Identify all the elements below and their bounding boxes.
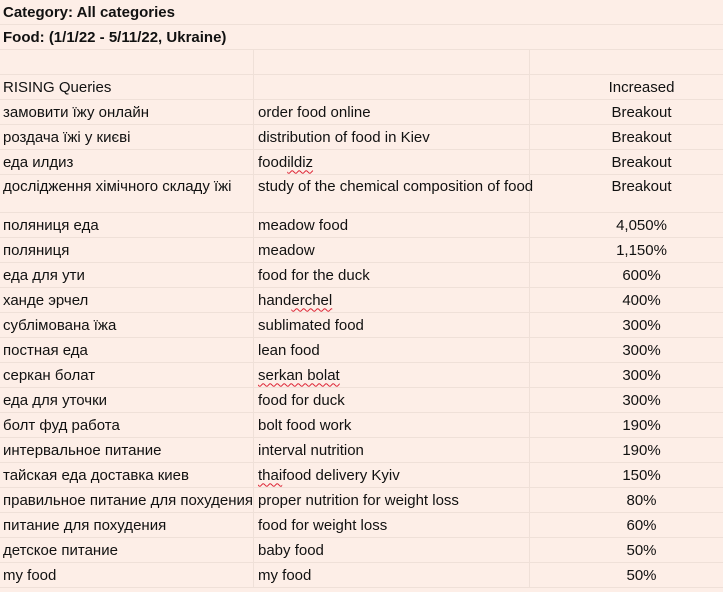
translation-cell: thai food delivery Kyiv [254,463,530,487]
blank-cell [254,75,530,99]
blank-cell [0,50,254,74]
increase-cell: 300% [622,366,661,384]
blank-row [0,50,723,75]
table-row [0,125,723,150]
table-row [0,100,723,125]
food-label: Food: (1/1/22 - 5/11/22, Ukraine) [3,28,227,46]
increase-cell: 600% [622,266,661,284]
query-cell: детское питание [0,538,254,562]
table-row [0,338,723,363]
increase-cell: 400% [622,291,661,309]
increase-cell: 50% [626,541,657,559]
increase-cell: 150% [622,466,661,484]
increase-cell: 300% [622,316,661,334]
table-row [0,513,723,538]
table-row [0,438,723,463]
section-header-row [0,75,723,100]
category-label: Category: All categories [3,3,175,21]
table-row [0,150,723,175]
table-row [0,175,723,213]
query-cell: постная еда [0,338,254,362]
table-row [0,213,723,238]
section-title: RISING Queries [0,75,254,99]
translation-cell: hand erchel [254,288,530,312]
query-cell: питание для похудения [0,513,254,537]
translation-cell: interval nutrition [254,438,530,462]
translation-cell: meadow food [254,213,530,237]
query-cell: серкан болат [0,363,254,387]
increase-cell: 300% [622,341,661,359]
translation-cell: lean food [254,338,530,362]
increase-cell: Breakout [611,178,672,195]
query-cell: роздача їжі у києві [0,125,254,149]
translation-cell: meadow [254,238,530,262]
query-cell: болт фуд работа [0,413,254,437]
translation-cell: sublimated food [254,313,530,337]
table-row [0,288,723,313]
increase-cell: Breakout [611,103,672,121]
translation-cell: proper nutrition for weight loss [254,488,530,512]
translation-cell: my food [254,563,530,587]
increase-cell: Breakout [611,128,672,146]
table-row [0,488,723,513]
translation-cell: food for weight loss [254,513,530,537]
query-cell: еда для уточки [0,388,254,412]
table-row [0,388,723,413]
query-cell: my food [0,563,254,587]
increase-cell: 190% [622,441,661,459]
query-cell: еда для ути [0,263,254,287]
translation-cell: study of the chemical composition of food [254,175,530,212]
translation-cell: distribution of food in Kiev [254,125,530,149]
column-header-increased: Increased [608,78,675,96]
increase-cell: 50% [626,566,657,584]
translation-cell: food for duck [254,388,530,412]
increase-cell: 1,150% [616,241,667,259]
increase-cell: 4,050% [616,216,667,234]
table-row [0,238,723,263]
blank-cell [254,50,530,74]
category-row [0,0,723,25]
query-cell: дослідження хімічного складу їжі [0,175,254,212]
query-cell: еда илдиз [0,150,254,174]
query-cell: тайская еда доставка киев [0,463,254,487]
query-cell: поляниця еда [0,213,254,237]
translation-cell: food for the duck [254,263,530,287]
food-row [0,25,723,50]
query-cell: ханде эрчел [0,288,254,312]
table-row [0,413,723,438]
table-row [0,538,723,563]
translation-cell: serkan bolat [254,363,530,387]
table-row [0,563,723,588]
increase-cell: 60% [626,516,657,534]
query-cell: правильное питание для похудения [0,488,254,512]
query-cell: интервальное питание [0,438,254,462]
increase-cell: 190% [622,416,661,434]
table-row [0,313,723,338]
increase-cell: 80% [626,491,657,509]
table-row [0,363,723,388]
translation-cell: baby food [254,538,530,562]
query-cell: сублімована їжа [0,313,254,337]
increase-cell: 300% [622,391,661,409]
query-cell: поляниця [0,238,254,262]
query-cell: замовити їжу онлайн [0,100,254,124]
increase-cell: Breakout [611,153,672,171]
translation-cell: food ildiz [254,150,530,174]
table-row [0,463,723,488]
translation-cell: order food online [254,100,530,124]
table-row [0,263,723,288]
translation-cell: bolt food work [254,413,530,437]
